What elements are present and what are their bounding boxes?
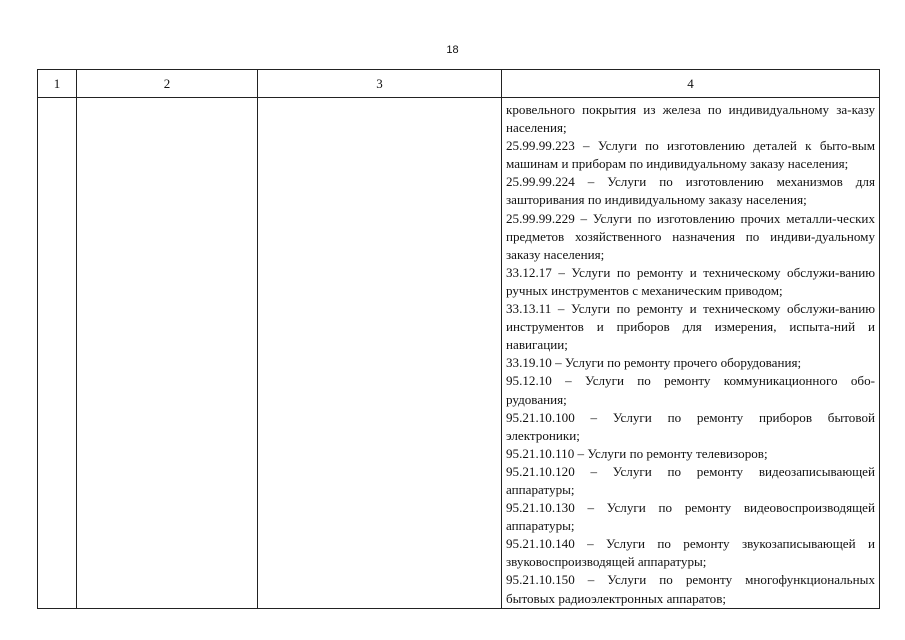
- table-row: [38, 98, 880, 609]
- list-item: 95.21.10.120 – Услуги по ремонту видеозаписывающей аппаратуры;: [506, 463, 875, 497]
- list-item: 25.99.99.229 – Услуги по изготовлению прочих металли-ческих предметов хозяйственного назначения по индиви-дуальному заказу населения;: [506, 210, 875, 262]
- list-item: 33.12.17 – Услуги по ремонту и техническому обслужи-ванию ручных инструментов с механическим приводом;: [506, 264, 875, 298]
- cell-column-1: [38, 98, 77, 609]
- list-item: 95.21.10.100 – Услуги по ремонту приборов бытовой электроники;: [506, 409, 875, 443]
- service-code-list: [502, 98, 879, 608]
- document-table: [37, 69, 880, 609]
- column-header-4: 4: [502, 70, 880, 98]
- cell-column-2: [77, 98, 258, 609]
- list-item: 95.21.10.130 – Услуги по ремонту видеовоспроизводящей аппаратуры;: [506, 500, 875, 534]
- list-item: 95.21.10.150 – Услуги по ремонту многофункциональных бытовых радиоэлектронных аппаратов;: [506, 572, 875, 606]
- cell-column-3: [258, 98, 502, 609]
- page-number: 18: [446, 44, 459, 56]
- list-item: 25.99.99.224 – Услуги по изготовлению механизмов для зашторивания по индивидуальному заказу населения;: [506, 174, 875, 208]
- list-item: 33.13.11 – Услуги по ремонту и техническому обслужи-ванию инструментов и приборов для измерения, испыта-ний и навигации;: [506, 301, 875, 353]
- column-header-1: 1: [38, 70, 77, 98]
- list-item: 95.21.10.110 – Услуги по ремонту телевизоров;: [506, 445, 768, 461]
- list-item: 95.21.10.140 – Услуги по ремонту звукозаписывающей и звуковоспроизводящей аппаратуры;: [506, 536, 875, 570]
- column-header-3: 3: [258, 70, 502, 98]
- list-item: кровельного покрытия из железа по индивидуальному за-казу населения;: [506, 102, 875, 136]
- list-item: 33.19.10 – Услуги по ремонту прочего оборудования;: [506, 355, 802, 371]
- cell-column-4: [502, 98, 880, 609]
- list-item: 95.12.10 – Услуги по ремонту коммуникационного обо-рудования;: [506, 373, 875, 407]
- table-header-row: [38, 70, 880, 98]
- list-item: 25.99.99.223 – Услуги по изготовлению деталей к быто-вым машинам и приборам по индивидуальному заказу населения;: [506, 138, 875, 172]
- column-header-2: 2: [77, 70, 258, 98]
